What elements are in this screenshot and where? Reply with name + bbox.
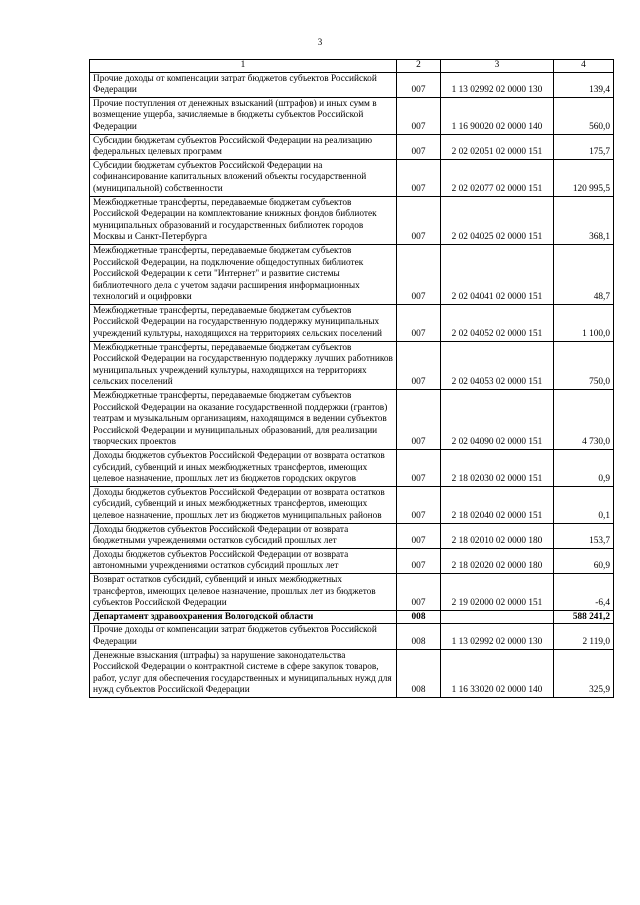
row-name-cell: Прочие доходы от компенсации затрат бюджетов субъектов Российской Федерации xyxy=(90,624,397,649)
row-code-cell: 008 xyxy=(397,610,441,624)
row-name-cell: Субсидии бюджетам субъектов Российской Федерации на софинансирование капитальных вложений объекты государственной (муниципальной) собственности xyxy=(90,159,397,196)
row-code-cell: 007 xyxy=(397,390,441,450)
row-amount-cell: 139,4 xyxy=(554,72,614,97)
row-kbk-cell: 2 18 02020 02 0000 180 xyxy=(441,548,554,573)
row-amount-cell: 560,0 xyxy=(554,97,614,134)
row-kbk-cell xyxy=(441,610,554,624)
row-amount-cell: 153,7 xyxy=(554,523,614,548)
row-name-cell: Межбюджетные трансферты, передаваемые бюджетам субъектов Российской Федерации, на подключение общедоступных библиотек Российской Федерации к сети "Интернет" и развитие системы библиотечного дела с учетом задачи расширения информационных технологий и оцифровки xyxy=(90,244,397,304)
row-kbk-cell: 1 16 90020 02 0000 140 xyxy=(441,97,554,134)
row-name-cell: Денежные взыскания (штрафы) за нарушение законодательства Российской Федерации о контрактной системе в сфере закупок товаров, работ, услуг для обеспечения государственных и муниципальных нужд для нужд субъектов Российской Федерации xyxy=(90,649,397,697)
row-code-cell: 007 xyxy=(397,523,441,548)
header-col-4: 4 xyxy=(554,60,614,73)
row-code-cell: 007 xyxy=(397,72,441,97)
revenue-table xyxy=(89,59,614,698)
row-kbk-cell: 1 13 02992 02 0000 130 xyxy=(441,72,554,97)
row-name-cell: Прочие доходы от компенсации затрат бюджетов субъектов Российской Федерации xyxy=(90,72,397,97)
table-row xyxy=(90,624,614,649)
row-code-cell: 007 xyxy=(397,97,441,134)
table-row xyxy=(90,523,614,548)
row-name-cell: Межбюджетные трансферты, передаваемые бюджетам субъектов Российской Федерации на государственную поддержку муниципальных учреждений культуры, находящихся на территориях сельских поселений xyxy=(90,304,397,341)
row-code-cell: 007 xyxy=(397,548,441,573)
row-name-cell: Субсидии бюджетам субъектов Российской Федерации на реализацию федеральных целевых программ xyxy=(90,134,397,159)
row-kbk-cell: 2 02 04052 02 0000 151 xyxy=(441,304,554,341)
row-amount-cell: 175,7 xyxy=(554,134,614,159)
table-row xyxy=(90,649,614,697)
table-row xyxy=(90,610,614,624)
table-row xyxy=(90,159,614,196)
table-row xyxy=(90,304,614,341)
row-amount-cell: 588 241,2 xyxy=(554,610,614,624)
table-row xyxy=(90,548,614,573)
table-row xyxy=(90,97,614,134)
row-code-cell: 007 xyxy=(397,159,441,196)
row-amount-cell: 4 730,0 xyxy=(554,390,614,450)
table-row xyxy=(90,341,614,389)
row-kbk-cell: 1 13 02992 02 0000 130 xyxy=(441,624,554,649)
table-row xyxy=(90,450,614,487)
row-name-cell: Межбюджетные трансферты, передаваемые бюджетам субъектов Российской Федерации на комплектование книжных фондов библиотек муниципальных образований и государственных библиотек городов Москвы и Санкт-Петербурга xyxy=(90,196,397,244)
row-name-cell: Доходы бюджетов субъектов Российской Федерации от возврата автономными учреждениями остатков субсидий прошлых лет xyxy=(90,548,397,573)
row-amount-cell: 48,7 xyxy=(554,244,614,304)
row-amount-cell: 325,9 xyxy=(554,649,614,697)
row-kbk-cell: 2 18 02030 02 0000 151 xyxy=(441,450,554,487)
row-amount-cell: 2 119,0 xyxy=(554,624,614,649)
row-amount-cell: -6,4 xyxy=(554,573,614,610)
row-kbk-cell: 2 02 02077 02 0000 151 xyxy=(441,159,554,196)
row-code-cell: 007 xyxy=(397,196,441,244)
row-code-cell: 007 xyxy=(397,304,441,341)
table-row xyxy=(90,134,614,159)
row-code-cell: 008 xyxy=(397,649,441,697)
row-amount-cell: 1 100,0 xyxy=(554,304,614,341)
row-code-cell: 007 xyxy=(397,341,441,389)
row-name-cell: Доходы бюджетов субъектов Российской Федерации от возврата остатков субсидий, субвенций и иных межбюджетных трансфертов, имеющих целевое назначение, прошлых лет из бюджетов муниципальных районов xyxy=(90,486,397,523)
page-number: 3 xyxy=(317,37,323,47)
row-code-cell: 007 xyxy=(397,134,441,159)
row-amount-cell: 368,1 xyxy=(554,196,614,244)
row-name-cell: Межбюджетные трансферты, передаваемые бюджетам субъектов Российской Федерации на оказание государственной поддержки (грантов) театрам и музыкальным организациям, находящимся в ведении субъектов Российской Федерации и муниципальных образований, для реализации творческих проектов xyxy=(90,390,397,450)
header-col-3: 3 xyxy=(441,60,554,73)
table-row xyxy=(90,72,614,97)
row-kbk-cell: 2 02 02051 02 0000 151 xyxy=(441,134,554,159)
row-kbk-cell: 2 02 04090 02 0000 151 xyxy=(441,390,554,450)
row-kbk-cell: 2 18 02040 02 0000 151 xyxy=(441,486,554,523)
row-name-cell: Возврат остатков субсидий, субвенций и иных межбюджетных трансфертов, имеющих целевое назначение, прошлых лет из бюджетов субъектов Российской Федерации xyxy=(90,573,397,610)
row-kbk-cell: 1 16 33020 02 0000 140 xyxy=(441,649,554,697)
row-name-cell: Межбюджетные трансферты, передаваемые бюджетам субъектов Российской Федерации на государственную поддержку лучших работников муниципальных учреждений культуры, находящихся на территориях сельских поселений xyxy=(90,341,397,389)
table-header-row xyxy=(90,60,614,73)
row-name-cell: Доходы бюджетов субъектов Российской Федерации от возврата бюджетными учреждениями остатков субсидий прошлых лет xyxy=(90,523,397,548)
row-amount-cell: 750,0 xyxy=(554,341,614,389)
row-amount-cell: 0,1 xyxy=(554,486,614,523)
row-name-cell: Прочие поступления от денежных взысканий (штрафов) и иных сумм в возмещение ущерба, зачисляемые в бюджеты субъектов Российской Федерации xyxy=(90,97,397,134)
row-kbk-cell: 2 02 04025 02 0000 151 xyxy=(441,196,554,244)
row-kbk-cell: 2 19 02000 02 0000 151 xyxy=(441,573,554,610)
row-name-cell: Доходы бюджетов субъектов Российской Федерации от возврата остатков субсидий, субвенций и иных межбюджетных трансфертов, имеющих целевое назначение, прошлых лет из бюджетов городских округов xyxy=(90,450,397,487)
row-name-cell: Департамент здравоохранения Вологодской области xyxy=(90,610,397,624)
header-col-1: 1 xyxy=(90,60,397,73)
row-amount-cell: 60,9 xyxy=(554,548,614,573)
row-code-cell: 008 xyxy=(397,624,441,649)
row-amount-cell: 0,9 xyxy=(554,450,614,487)
table-row xyxy=(90,486,614,523)
table-row xyxy=(90,196,614,244)
row-code-cell: 007 xyxy=(397,486,441,523)
table-row xyxy=(90,244,614,304)
table-row xyxy=(90,390,614,450)
header-col-2: 2 xyxy=(397,60,441,73)
row-kbk-cell: 2 02 04041 02 0000 151 xyxy=(441,244,554,304)
table-row xyxy=(90,573,614,610)
row-kbk-cell: 2 18 02010 02 0000 180 xyxy=(441,523,554,548)
row-kbk-cell: 2 02 04053 02 0000 151 xyxy=(441,341,554,389)
row-code-cell: 007 xyxy=(397,244,441,304)
row-code-cell: 007 xyxy=(397,450,441,487)
row-code-cell: 007 xyxy=(397,573,441,610)
row-amount-cell: 120 995,5 xyxy=(554,159,614,196)
